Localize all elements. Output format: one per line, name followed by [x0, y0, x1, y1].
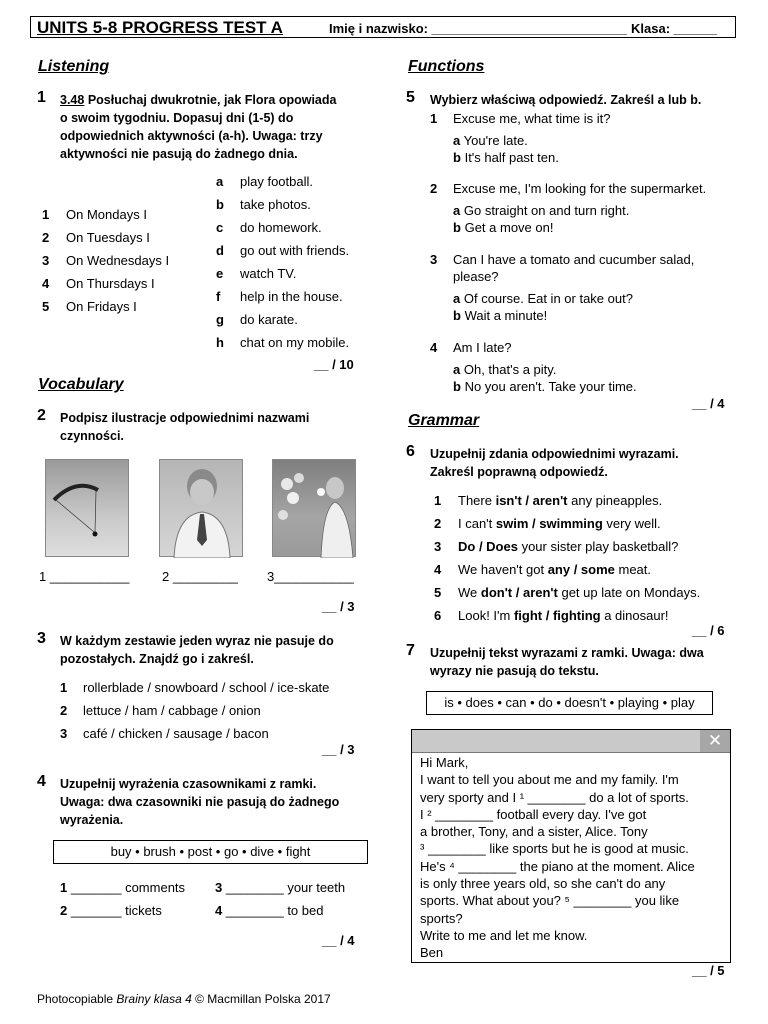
q5-item-4: 4 Am I late? a Oh, that's a pity. b No you aren't. Take your time. [430, 339, 740, 395]
q6-list [434, 492, 700, 630]
list-item: b take photos. [216, 197, 311, 212]
class-field-label: Klasa: ______ [631, 21, 718, 36]
photo-boy-tie [159, 459, 243, 557]
q6-instruction: Uzupełnij zdania odpowiednimi wyrazami. Zakreśl poprawną odpowiedź. [430, 447, 679, 479]
name-field-label: Imię i nazwisko: ___________________________ [329, 21, 627, 36]
q4-item-2[interactable]: 2 _______ tickets [60, 903, 162, 918]
list-item: d go out with friends. [216, 243, 350, 258]
q4-instruction: Uzupełnij wyrażenia czasownikami z ramki. Uwaga: dwa czasowniki nie pasują do żadnego wyrażenia. [60, 777, 340, 827]
q7-instruction: Uzupełnij tekst wyrazami z ramki. Uwaga: dwa wyrazy nie pasują do tekstu. [430, 646, 704, 678]
grammar-heading: Grammar [408, 412, 480, 429]
option-b[interactable]: b Wait a minute! [453, 308, 548, 323]
list-item: a play football. [216, 174, 313, 189]
q3-list [60, 679, 329, 748]
list-item: 2 On Tuesdays I [42, 230, 150, 245]
photo-blank-1[interactable]: 1 ___________ [39, 569, 130, 584]
close-icon[interactable]: ✕ [700, 730, 730, 752]
q5-score: __ / 4 [692, 396, 725, 411]
q2-instruction: Podpisz ilustracje odpowiednimi nazwami czynności. [60, 411, 310, 443]
list-item[interactable]: 3 Do / Does your sister play basketball? [434, 539, 679, 554]
list-item: g do karate. [216, 312, 298, 327]
option-b[interactable]: b Get a move on! [453, 220, 554, 235]
q6-score: __ / 6 [692, 623, 725, 638]
list-item: c do homework. [216, 220, 322, 235]
option-a[interactable]: a You're late. [453, 133, 528, 148]
listening-heading: Listening [38, 58, 110, 75]
boy-icon [160, 460, 244, 558]
letter-window [411, 729, 731, 963]
photo-smelling-flowers [272, 459, 356, 557]
letter-body: Hi Mark, I want to tell you about me and my family. I'm very sporty and I ¹ ________ do a lot of sports. I ² ________ football every day. I've got a brother, Tony, and a sister, Alice. Tony ³ ________ like sports but he is good at music. He's ⁴ ________ the piano at the moment. Alice is only three years old, so she can't do any sports. What about you? ⁵ ________ you like sports? Write to me and let me know. Ben [420, 755, 695, 961]
letter-title-bar [412, 730, 730, 753]
q5-item-1: 1 Excuse me, what time is it? a You're late. b It's half past ten. [430, 110, 740, 166]
q3-number: 3 [37, 630, 46, 647]
verb-box: buy • brush • post • go • dive • fight [53, 840, 368, 864]
footer: Photocopiable Brainy klasa 4 © Macmillan Polska 2017 [37, 992, 331, 1006]
photo-paragliding [45, 459, 129, 557]
q7-number: 7 [406, 642, 415, 659]
q3-score: __ / 3 [322, 742, 355, 757]
option-a[interactable]: a Oh, that's a pity. [453, 362, 557, 377]
list-item[interactable]: 6 Look! I'm fight / fighting a dinosaur! [434, 608, 669, 623]
q1-instruction: 3.48 Posłuchaj dwukrotnie, jak Flora opowiada o swoim tygodniu. Dopasuj dni (1-5) do odpowiednich aktywności (a-h). Uwaga: trzy aktywności nie pasują do żadnego dnia. [60, 93, 337, 161]
activities-list [216, 173, 349, 357]
q1-score: __ / 10 [314, 357, 354, 372]
days-list [42, 206, 169, 321]
q4-item-3[interactable]: 3 ________ your teeth [215, 880, 346, 895]
q2-number: 2 [37, 407, 46, 424]
list-item[interactable]: 3 café / chicken / sausage / bacon [60, 726, 269, 741]
list-item[interactable]: 4 We haven't got any / some meat. [434, 562, 652, 577]
list-item: 1 On Mondays I [42, 207, 147, 222]
word-box: is • does • can • do • doesn't • playing • play [426, 691, 713, 715]
list-item: 5 On Fridays I [42, 299, 137, 314]
functions-heading: Functions [408, 58, 485, 75]
list-item[interactable]: 5 We don't / aren't get up late on Mondays. [434, 585, 701, 600]
list-item[interactable]: 2 lettuce / ham / cabbage / onion [60, 703, 261, 718]
vocabulary-heading: Vocabulary [38, 376, 124, 393]
q4-score: __ / 4 [322, 933, 355, 948]
list-item: f help in the house. [216, 289, 343, 304]
q5-item-2: 2 Excuse me, I'm looking for the supermarket. a Go straight on and turn right. b Get a move on! [430, 180, 740, 236]
photo-blank-3[interactable]: 3___________ [267, 569, 354, 584]
q5-item-3: 3 Can I have a tomato and cucumber salad, please? a Of course. Eat in or take out? b Wait a minute! [430, 251, 740, 324]
q7-score: __ / 5 [692, 963, 725, 978]
option-b[interactable]: b No you aren't. Take your time. [453, 379, 637, 394]
list-item: e watch TV. [216, 266, 297, 281]
list-item: 4 On Thursdays I [42, 276, 155, 291]
q2-score: __ / 3 [322, 599, 355, 614]
option-b[interactable]: b It's half past ten. [453, 150, 559, 165]
q4-item-1[interactable]: 1 _______ comments [60, 880, 186, 895]
option-a[interactable]: a Of course. Eat in or take out? [453, 291, 633, 306]
list-item[interactable]: 1 There isn't / aren't any pineapples. [434, 493, 663, 508]
photo-blank-2[interactable]: 2 _________ [162, 569, 238, 584]
list-item: 3 On Wednesdays I [42, 253, 170, 268]
list-item[interactable]: 1 rollerblade / snowboard / school / ice-skate [60, 680, 330, 695]
flowers-icon [273, 460, 357, 558]
header-bar [30, 16, 736, 38]
q6-number: 6 [406, 443, 415, 460]
q5-number: 5 [406, 89, 415, 106]
q4-number: 4 [37, 773, 46, 790]
q5-instruction: Wybierz właściwą odpowiedź. Zakreśl a lub b. [430, 93, 702, 107]
list-item: h chat on my mobile. [216, 335, 350, 350]
paraglider-icon [46, 460, 130, 558]
q4-item-4[interactable]: 4 ________ to bed [215, 903, 324, 918]
q3-instruction: W każdym zestawie jeden wyraz nie pasuje do pozostałych. Znajdź go i zakreśl. [60, 634, 334, 666]
option-a[interactable]: a Go straight on and turn right. [453, 203, 630, 218]
q1-number: 1 [37, 89, 46, 106]
track-number: 3.48 [60, 93, 85, 107]
list-item[interactable]: 2 I can't swim / swimming very well. [434, 516, 661, 531]
test-title: UNITS 5-8 PROGRESS TEST A [37, 18, 283, 37]
